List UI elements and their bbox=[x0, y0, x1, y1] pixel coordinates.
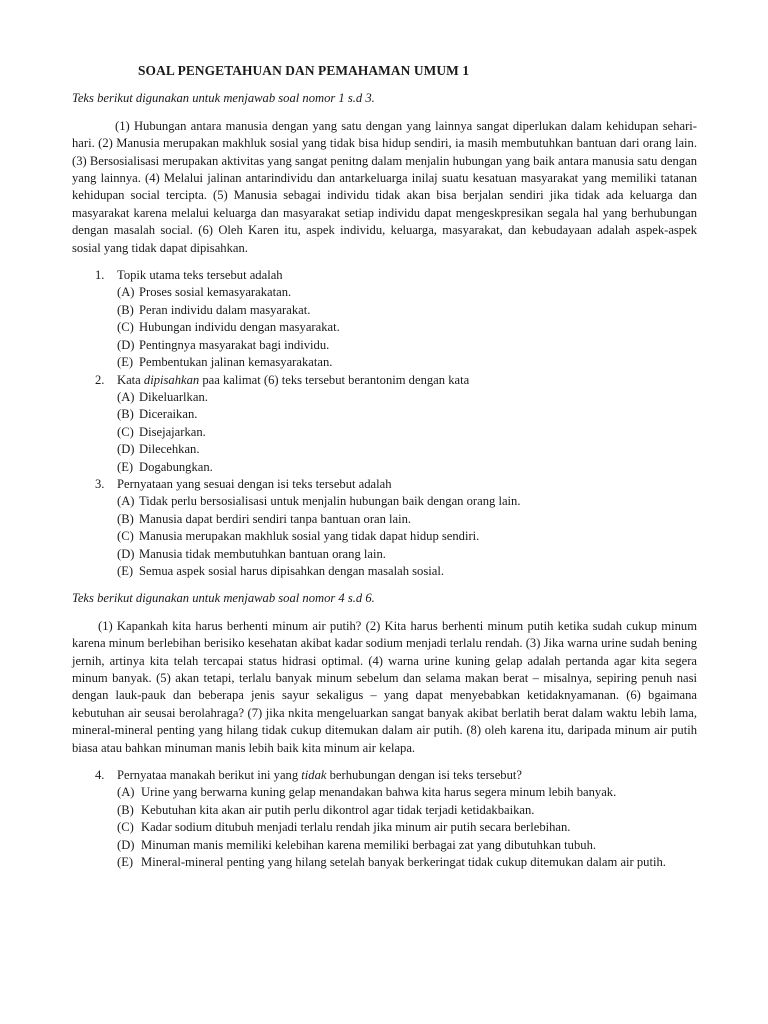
option-letter: (E) bbox=[117, 355, 134, 370]
answer-options bbox=[117, 389, 697, 476]
stem-text: berhubungan dengan isi teks tersebut? bbox=[326, 768, 522, 783]
option-text: Dogabungkan. bbox=[139, 459, 213, 474]
answer-option-d[interactable] bbox=[117, 837, 697, 854]
question-number: 4. bbox=[95, 768, 105, 783]
answer-option-b[interactable] bbox=[117, 302, 697, 319]
option-text: Kadar sodium ditubuh menjadi terlalu rendah jika minum air putih secara berlebihan. bbox=[141, 820, 571, 835]
option-text: Mineral-mineral penting yang hilang setelah banyak berkeringat tidak cukup ditemukan dalam air putih. bbox=[141, 855, 666, 870]
option-text: Tidak perlu bersosialisasi untuk menjalin hubungan baik dengan orang lain. bbox=[139, 494, 521, 509]
answer-option-d[interactable] bbox=[117, 337, 697, 354]
option-letter: (A) bbox=[117, 785, 135, 800]
answer-option-e[interactable] bbox=[117, 563, 697, 580]
option-text: Dilecehkan. bbox=[139, 442, 200, 457]
option-letter: (D) bbox=[117, 546, 135, 561]
option-letter: (A) bbox=[117, 389, 135, 404]
option-text: Disejajarkan. bbox=[139, 424, 206, 439]
option-letter: (E) bbox=[117, 855, 134, 870]
answer-option-c[interactable] bbox=[117, 424, 697, 441]
answer-options bbox=[117, 493, 697, 580]
question-group-1 bbox=[72, 267, 697, 580]
passage-2-intro: Teks berikut digunakan untuk menjawab soal nomor 4 s.d 6. bbox=[72, 591, 375, 606]
answer-option-e[interactable] bbox=[117, 854, 697, 871]
option-text: Kebutuhan kita akan air putih perlu dikontrol agar tidak terjadi ketidakbaikan. bbox=[141, 802, 535, 817]
option-text: Pembentukan jalinan kemasyarakatan. bbox=[139, 355, 333, 370]
option-text: Hubungan individu dengan masyarakat. bbox=[139, 320, 340, 335]
option-text: Semua aspek sosial harus dipisahkan dengan masalah sosial. bbox=[139, 563, 444, 578]
option-letter: (C) bbox=[117, 320, 134, 335]
question-number: 2. bbox=[95, 372, 105, 387]
option-letter: (A) bbox=[117, 285, 135, 300]
answer-option-a[interactable] bbox=[117, 389, 697, 406]
option-text: Urine yang berwarna kuning gelap menandakan bahwa kita harus segera minum lebih banyak. bbox=[141, 785, 617, 800]
stem-emphasis: tidak bbox=[301, 768, 327, 783]
answer-option-a[interactable] bbox=[117, 284, 697, 301]
option-letter: (B) bbox=[117, 802, 134, 817]
option-text: Peran individu dalam masyarakat. bbox=[139, 302, 311, 317]
answer-option-c[interactable] bbox=[117, 819, 697, 836]
option-text: Diceraikan. bbox=[139, 407, 198, 422]
question-3 bbox=[72, 476, 697, 580]
answer-option-a[interactable] bbox=[117, 493, 697, 510]
answer-options bbox=[117, 784, 697, 871]
passage-1-intro: Teks berikut digunakan untuk menjawab soal nomor 1 s.d 3. bbox=[72, 91, 375, 106]
answer-option-c[interactable] bbox=[117, 528, 697, 545]
stem-text: Kata bbox=[117, 372, 144, 387]
answer-option-b[interactable] bbox=[117, 406, 697, 423]
option-letter: (A) bbox=[117, 494, 135, 509]
answer-option-e[interactable] bbox=[117, 459, 697, 476]
option-letter: (C) bbox=[117, 529, 134, 544]
question-number: 3. bbox=[95, 476, 105, 491]
answer-option-c[interactable] bbox=[117, 319, 697, 336]
question-1 bbox=[72, 267, 697, 371]
answer-options bbox=[117, 284, 697, 371]
question-stem: Topik utama teks tersebut adalah bbox=[117, 268, 283, 283]
option-text: Pentingnya masyarakat bagi individu. bbox=[139, 337, 330, 352]
option-text: Manusia tidak membutuhkan bantuan orang lain. bbox=[139, 546, 386, 561]
stem-text: Pernyataa manakah berikut ini yang bbox=[117, 768, 302, 783]
question-stem: Pernyataan yang sesuai dengan isi teks tersebut adalah bbox=[117, 476, 392, 491]
passage-1-text: (1) Hubungan antara manusia dengan yang satu dengan yang lainnya sangat diperlukan dalam kehidupan sehari-hari. (2) Manusia merupakan makhluk sosial yang tidak bisa hidup sendiri, ia masih membutuhkan bantuan dari orang lain. (3) Bersosialisasi merupakan aktivitas yang sangat penitng dalam menjalin hubungan yang baik antara manusia satu dengan yang lainnya. (4) Melalui jalinan antarindividu dan antarkeluarga inilaj suatu kesatuan masyarakat yang memiliki tatanan kehidupan social tercipta. (5) Manusia sebagai individu tidak akan bisa berjalan sendiri jika tidak ada keluarga dan masyarakat karena melalui keluarga dan masyarakat setiap individu dapat mengeskpresikan segala hal yang berhubungan dengan masalah social. (6) Oleh Karen itu, aspek individu, keluarga, masyarakat, dan kebudayaan adalah aspek-aspek sosial yang tidak dapat dipisahkan. bbox=[72, 118, 697, 255]
question-group-2 bbox=[72, 767, 697, 871]
question-2 bbox=[72, 372, 697, 476]
stem-text: paa kalimat (6) teks tersebut berantonim dengan kata bbox=[199, 372, 470, 387]
option-letter: (B) bbox=[117, 407, 134, 422]
question-number: 1. bbox=[95, 268, 105, 283]
answer-option-b[interactable] bbox=[117, 511, 697, 528]
option-text: Manusia dapat berdiri sendiri tanpa bantuan oran lain. bbox=[139, 511, 412, 526]
option-letter: (C) bbox=[117, 820, 134, 835]
option-letter: (E) bbox=[117, 459, 134, 474]
option-text: Manusia merupakan makhluk sosial yang tidak dapat hidup sendiri. bbox=[139, 529, 480, 544]
option-letter: (D) bbox=[117, 442, 135, 457]
passage-2-text: (1) Kapankah kita harus berhenti minum air putih? (2) Kita harus berhenti minum putih ketika sudah cukup minum karena minum berlebihan berisiko kesehatan akibat kadar sodium menjadi terlalu rendah. (3) Jika warna urine sudah bening jernih, artinya kita telah tercapai status hidrasi optimal. (4) warna urine kuning gelap adalah pertanda agar kita segera minum banyak. (5) akan tetapi, terlalu banyak minum sebelum dan selama makan berat – misalnya, sepiring penuh nasi dengan lauk-pauk dan beberapa jenis sayur sekaligus – yang dapat menyebabkan ketidaknyamanan. (6) bgaimana kebutuhan air seusai berolahraga? (7) jika nkita mengeluarkan sangat banyak akibat berlatih berat dalam waktu lebih lama, mineral-mineral penting yang hilang tidak cukup ditemukan dalam air putih. (8) oleh karena itu, daripada minum air putih biasa atau bahkan minuman manis lebih baik kita minum air kelapa. bbox=[72, 618, 697, 755]
document-page bbox=[72, 62, 697, 881]
option-text: Minuman manis memiliki kelebihan karena memiliki berbagai zat yang dibutuhkan tubuh. bbox=[141, 837, 597, 852]
option-letter: (E) bbox=[117, 563, 134, 578]
option-letter: (D) bbox=[117, 337, 135, 352]
question-stem bbox=[117, 767, 697, 784]
question-4 bbox=[72, 767, 697, 871]
option-letter: (D) bbox=[117, 837, 135, 852]
option-text: Dikeluarlkan. bbox=[139, 389, 208, 404]
answer-option-e[interactable] bbox=[117, 354, 697, 371]
option-letter: (C) bbox=[117, 424, 134, 439]
answer-option-d[interactable] bbox=[117, 546, 697, 563]
stem-emphasis: dipisahkan bbox=[143, 372, 200, 387]
question-stem bbox=[117, 372, 697, 389]
document-title: SOAL PENGETAHUAN DAN PEMAHAMAN UMUM 1 bbox=[138, 63, 470, 78]
option-letter: (B) bbox=[117, 302, 134, 317]
answer-option-a[interactable] bbox=[117, 784, 697, 801]
answer-option-d[interactable] bbox=[117, 441, 697, 458]
option-text: Proses sosial kemasyarakatan. bbox=[139, 285, 292, 300]
option-letter: (B) bbox=[117, 511, 134, 526]
answer-option-b[interactable] bbox=[117, 802, 697, 819]
